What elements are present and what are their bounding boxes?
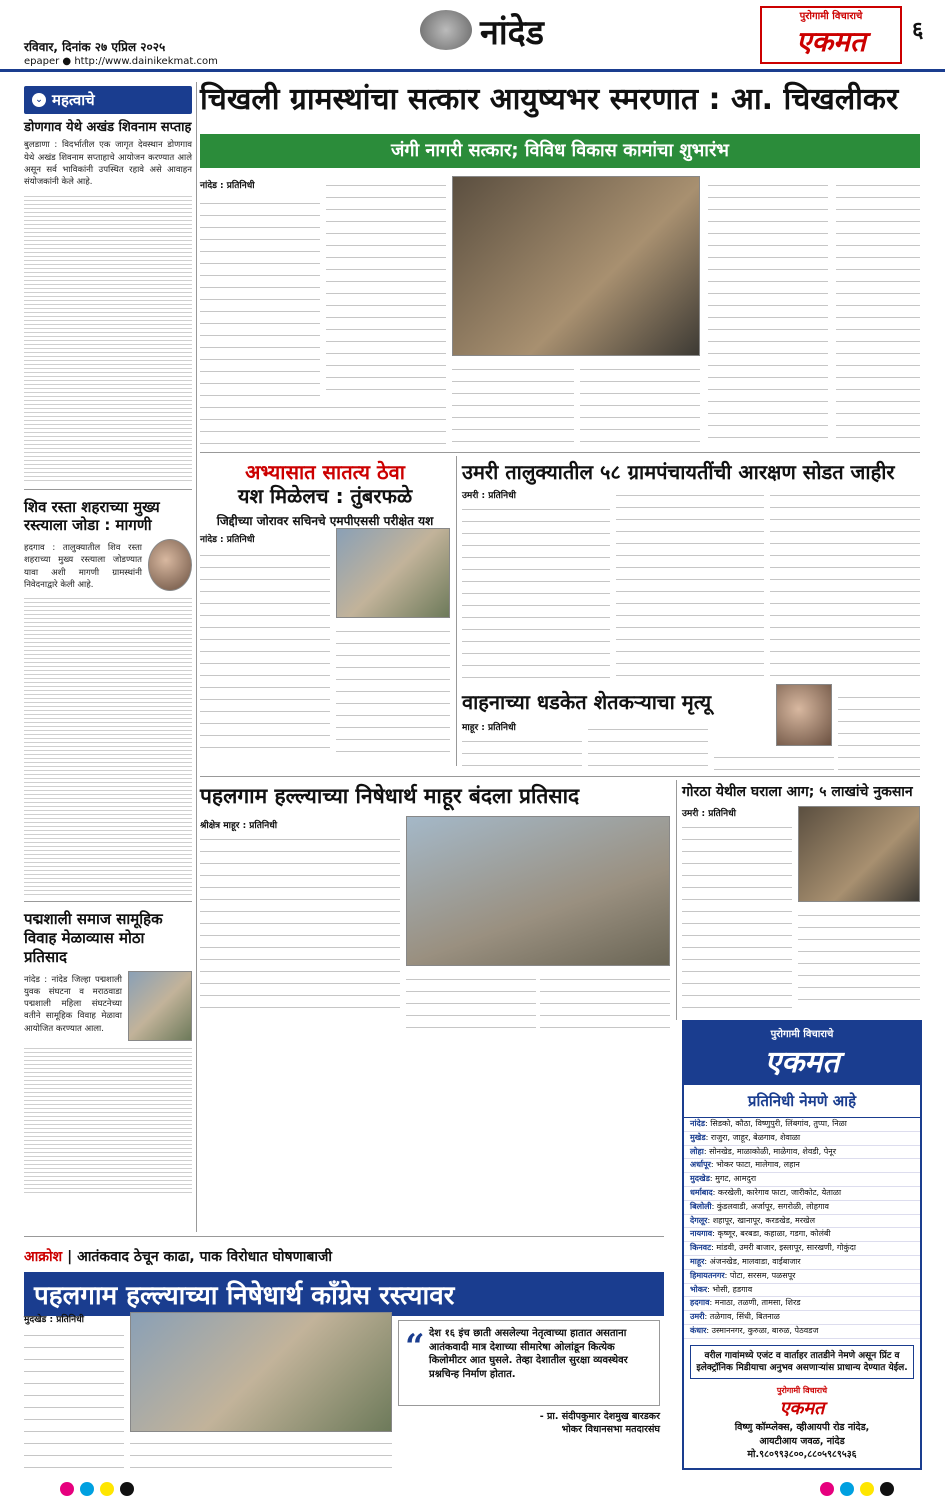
article-text-block bbox=[326, 178, 446, 396]
ad-row: हिमायतनगर: पोटा, सरसम, पळसपूर bbox=[684, 1270, 920, 1284]
byline: नांदेड : प्रतिनिधी bbox=[200, 535, 255, 545]
column-divider bbox=[676, 780, 677, 1020]
article-text-block bbox=[200, 196, 320, 396]
byline: श्रीक्षेत्र माहूर : प्रतिनिधी bbox=[200, 821, 278, 831]
umri-article-header bbox=[462, 460, 920, 484]
brand-name: एकमत bbox=[796, 25, 866, 58]
edition-city: नांदेड bbox=[480, 13, 544, 53]
ad-row-text: पोटा, सरसम, पळसपूर bbox=[729, 1270, 796, 1280]
victim-photo bbox=[776, 684, 832, 746]
left-news-column bbox=[24, 86, 192, 1226]
ad-row-label: उमरी bbox=[690, 1312, 705, 1322]
section-divider bbox=[200, 776, 920, 777]
website-link[interactable]: epaper ● http://www.dainikekmat.com bbox=[24, 56, 218, 67]
pull-quote bbox=[398, 1320, 660, 1406]
byline: मुदखेड : प्रतिनिधी bbox=[24, 1315, 84, 1325]
protest-photo bbox=[130, 1312, 392, 1432]
recruitment-ad bbox=[682, 1020, 922, 1470]
section-badge bbox=[24, 86, 192, 114]
ad-phone: मो.९८०९९३८००,८८०५९८९५३६ bbox=[747, 1449, 857, 1460]
ad-row: मुखेड: राजुरा, जाहूर, बेळगाव, शेवाळा bbox=[684, 1132, 920, 1146]
ad-row: हदगाव: मनाठा, तळणी, तामसा, शिरड bbox=[684, 1297, 920, 1311]
article-text-block bbox=[24, 1328, 124, 1470]
article-text-block bbox=[836, 178, 920, 448]
masthead bbox=[0, 0, 945, 72]
student-photo bbox=[336, 528, 450, 618]
congress-article-header bbox=[24, 1247, 664, 1316]
ad-row: धर्माबाद: करखेली, कारेगाव फाटा, जारीकोट, येताळा bbox=[684, 1187, 920, 1201]
registration-mark bbox=[100, 1482, 114, 1496]
ad-brand-header bbox=[684, 1022, 920, 1085]
ad-addr-brand: एकमत bbox=[779, 1398, 825, 1420]
lead-byline-block bbox=[200, 178, 320, 194]
article-text-block bbox=[406, 972, 536, 1030]
brief-text: नांदेड : नांदेड जिल्हा पद्मशाली युवक संघटना व मराठवाडा पद्मशाली महिला संघटनेच्या वतीने सामूहिक विवाह मेळावा आयोजित करण्यात आला. bbox=[24, 974, 122, 1034]
ad-row-label: मुदखेड bbox=[690, 1174, 710, 1184]
reporter-photo bbox=[148, 539, 192, 591]
ad-tagline: पुरोगामी विचाराचे bbox=[770, 1029, 834, 1040]
ad-footer-note: वरील गावांमध्ये एजंट व वार्ताहर तातडीने नेमणे असून प्रिंट व इलेक्ट्रॉनिक मिडीयाचा अनुभव असणाऱ्यांस प्राधान्य देण्यात येईल. bbox=[690, 1345, 914, 1379]
ad-row: किनवट: मांडवी, उमरी बाजार, इस्लापूर, सारखणी, गोकुंदा bbox=[684, 1242, 920, 1256]
lead-headline[interactable]: चिखली ग्रामस्थांचा सत्कार आयुष्यभर स्मरणात : आ. चिखलीकर bbox=[200, 82, 899, 117]
byline: नांदेड : प्रतिनिधी bbox=[200, 181, 255, 191]
section-divider bbox=[24, 1236, 664, 1237]
wedding-photo bbox=[128, 971, 192, 1041]
article-text-block bbox=[452, 362, 574, 448]
issue-date: रविवार, दिनांक २७ एप्रिल २०२५ bbox=[24, 40, 166, 54]
ad-row-label: कंधार bbox=[690, 1325, 707, 1335]
ad-row-label: नांदेड bbox=[690, 1119, 706, 1128]
article-text-block bbox=[708, 178, 828, 448]
kicker: आक्रोश | आतंकवाद ठेचून काढा, पाक विरोधात घोषणाबाजी bbox=[24, 1249, 333, 1265]
article-text-block bbox=[24, 595, 192, 895]
kicker-label: आक्रोश bbox=[24, 1249, 63, 1265]
article-text-block bbox=[130, 1436, 392, 1470]
ad-row: कंधार: उस्माननगर, कुरुळा, बारुळ, पेठवडज bbox=[684, 1325, 920, 1339]
congress-headline[interactable]: पहलगाम हल्ल्याच्या निषेधार्थ काँग्रेस रस्त्यावर bbox=[24, 1272, 664, 1316]
lead-subheadline: जंगी नागरी सत्कार; विविध विकास कामांचा शुभारंभ bbox=[200, 134, 920, 168]
brief-text: हदगाव : तालुक्यातील शिव रस्ता शहराच्या मुख्य रस्त्याला जोडण्यात यावा अशी मागणी ग्रामस्थांनी निवेदनाद्वारे केली आहे. bbox=[24, 543, 142, 590]
ad-row-label: अर्धापूर bbox=[690, 1160, 711, 1170]
ad-row-text: मुगट, आमदुरा bbox=[715, 1174, 757, 1184]
closed-market-photo bbox=[406, 816, 670, 966]
ad-addr-tagline: पुरोगामी विचाराचे bbox=[776, 1386, 828, 1396]
ad-address-line2: आयटीआय जवळ, नांदेड bbox=[759, 1435, 845, 1447]
ad-row: लोहा: सोनखेड, माळाकोळी, माळेगाव, शेवडी, पेनूर bbox=[684, 1146, 920, 1160]
ad-row-text: उस्माननगर, कुरुळा, बारुळ, पेठवडज bbox=[711, 1325, 819, 1335]
ad-row: मुदखेड: मुगट, आमदुरा bbox=[684, 1173, 920, 1187]
kicker-text: आतंकवाद ठेचून काढा, पाक विरोधात घोषणाबाजी bbox=[77, 1249, 333, 1265]
ad-row-label: देगलूर bbox=[690, 1215, 708, 1225]
ad-row-label: किनवट bbox=[690, 1243, 712, 1253]
ad-row-label: भोकर bbox=[690, 1284, 708, 1294]
ad-row: भोकर: भोसी, हडगाव bbox=[684, 1284, 920, 1298]
column-divider bbox=[196, 82, 197, 1232]
registration-mark bbox=[840, 1482, 854, 1496]
article-text-block bbox=[200, 832, 400, 1012]
fire-headline[interactable]: गोरठा येथील घराला आग; ५ लाखांचे नुकसान bbox=[682, 784, 913, 800]
exam-byline-block bbox=[200, 532, 330, 548]
article-text-block bbox=[24, 1045, 192, 1195]
ad-row-text: मनाठा, तळणी, तामसा, शिरड bbox=[714, 1298, 801, 1308]
ad-row-label: हिमायतनगर bbox=[690, 1270, 725, 1280]
ad-row-label: बिलोली bbox=[690, 1201, 712, 1211]
article-text-block bbox=[682, 820, 792, 1010]
chevron-down-icon: ⌄ bbox=[32, 93, 46, 107]
ad-row-text: सिडको, कौठा, विष्णुपुरी, लिंबगांव, तुप्पा, निळा bbox=[710, 1119, 847, 1128]
byline: उमरी : प्रतिनिधी bbox=[462, 491, 516, 501]
registration-mark bbox=[820, 1482, 834, 1496]
ad-brand: एकमत bbox=[764, 1045, 840, 1080]
registration-mark bbox=[120, 1482, 134, 1496]
registration-mark bbox=[60, 1482, 74, 1496]
exam-headline-line1[interactable]: अभ्यासात सातत्य ठेवा bbox=[245, 460, 405, 484]
column-divider bbox=[456, 456, 457, 766]
article-text-block bbox=[462, 734, 582, 770]
article-text-block bbox=[838, 690, 920, 770]
ad-row-text: करखेली, कारेगाव फाटा, जारीकोट, येताळा bbox=[717, 1187, 842, 1197]
quote-role: भोकर विधानसभा मतदारसंघ bbox=[561, 1424, 660, 1436]
byline: माहूर : प्रतिनिधी bbox=[462, 723, 516, 733]
brief-text: बुलडाणा : विदर्भातील एक जागृत देवस्थान डोणगाव येथे अखंड शिवनाम सप्ताहाचे आयोजन करण्यात आले असून सर्व भाविकांनी उपस्थित रहावे असे आवाहन संयोजकांनी केले आहे. bbox=[24, 140, 192, 188]
fire-damage-photo bbox=[798, 806, 920, 902]
ad-row: माहूर: अंजनखेड, मालवाडा, वाईबाजार bbox=[684, 1256, 920, 1270]
ad-address bbox=[684, 1385, 920, 1461]
article-text-block bbox=[798, 908, 920, 1010]
brief-headline[interactable]: शिव रस्ता शहराच्या मुख्य रस्त्याला जोडा : मागणी bbox=[24, 497, 160, 535]
congress-byline-block bbox=[24, 1312, 124, 1328]
article-text-block bbox=[714, 750, 834, 770]
article-text-block bbox=[588, 722, 708, 770]
ad-row-text: सोनखेड, माळाकोळी, माळेगाव, शेवडी, पेनूर bbox=[709, 1146, 836, 1156]
felicitation-photo bbox=[452, 176, 700, 356]
ad-address-line1: विष्णु कॉम्प्लेक्स, व्हीआयपी रोड नांदेड, bbox=[734, 1422, 870, 1434]
exam-headline-line2[interactable]: यश मिळेलच : तुंबरफळे bbox=[237, 484, 413, 508]
ad-row-text: तळेगाव, सिंधी, बितनाळ bbox=[709, 1312, 780, 1322]
ad-row: बिलोली: कुंडलवाडी, अर्जापूर, सगरोळी, लोहगाव bbox=[684, 1201, 920, 1215]
article-text-block bbox=[200, 400, 446, 448]
quote-author: - प्रा. संदीपकुमार देशमुख बारडकर bbox=[539, 1411, 660, 1422]
ad-row-text: भोकर फाटा, मालेगाव, लहान bbox=[716, 1160, 800, 1170]
quote-text: देश १६ इंच छाती असलेल्या नेतृत्वाच्या हातात असताना आतंकवादी मात्र देशाच्या सीमारेषा ओलांडून कित्येक किलोमीटर आत घुसले. तेव्हा देशातील सुरक्षा व्यवस्थेवर प्रश्नचिन्ह निर्माण होतात. bbox=[429, 1328, 628, 1380]
ad-row-text: कुंडलवाडी, अर्जापूर, सगरोळी, लोहगाव bbox=[716, 1201, 829, 1211]
brand-logo bbox=[760, 6, 902, 64]
registration-mark bbox=[80, 1482, 94, 1496]
article-text-block bbox=[462, 502, 610, 682]
byline: उमरी : प्रतिनिधी bbox=[682, 809, 736, 819]
ad-row: देगलूर: शहापूर, खानापूर, करडखेड, मरखेल bbox=[684, 1215, 920, 1229]
ad-row-label: लोहा bbox=[690, 1146, 704, 1156]
mahur-headline[interactable]: पहलगाम हल्ल्याच्या निषेधार्थ माहूर बंदला प्रतिसाद bbox=[200, 784, 580, 808]
umri-headline[interactable]: उमरी तालुक्यातील ५८ ग्रामपंचायतींची आरक्षण सोडत जाहीर bbox=[462, 460, 895, 484]
article-text-block bbox=[336, 624, 450, 758]
brief-headline[interactable]: डोणगाव येथे अखंड शिवनाम सप्ताह bbox=[24, 120, 192, 135]
article-text-block bbox=[580, 362, 700, 448]
quote-mark-icon: “ bbox=[405, 1327, 425, 1367]
ad-row-text: अंजनखेड, मालवाडा, वाईबाजार bbox=[709, 1256, 801, 1266]
ad-row-text: मांडवी, उमरी बाजार, इस्लापूर, सारखणी, गोकुंदा bbox=[716, 1243, 856, 1253]
article-text-block bbox=[540, 972, 670, 1030]
ad-row-text: कृष्णूर, बरबडा, कहाळा, गडगा, कोलंबी bbox=[717, 1229, 831, 1239]
fire-article-header bbox=[682, 784, 920, 801]
accident-article-header bbox=[462, 690, 762, 714]
registration-mark bbox=[880, 1482, 894, 1496]
ad-row: नांदेड: सिडको, कौठा, विष्णुपुरी, लिंबगांव, तुप्पा, निळा bbox=[684, 1118, 920, 1132]
ad-row-label: नायगाव bbox=[690, 1229, 713, 1239]
exam-article-header bbox=[200, 460, 450, 529]
ad-row: अर्धापूर: भोकर फाटा, मालेगाव, लहान bbox=[684, 1159, 920, 1173]
article-text-block bbox=[24, 193, 192, 483]
ad-row-text: भोसी, हडगाव bbox=[712, 1284, 753, 1294]
ad-row-label: हदगाव bbox=[690, 1298, 710, 1308]
mahur-article-header bbox=[200, 784, 670, 809]
ad-row: उमरी: तळेगाव, सिंधी, बितनाळ bbox=[684, 1311, 920, 1325]
exam-subheadline: जिद्दीच्या जोरावर सचिनचे एमपीएससी परीक्षेत यश bbox=[216, 514, 434, 528]
ad-rows bbox=[684, 1118, 920, 1339]
registration-mark bbox=[860, 1482, 874, 1496]
ad-row-label: धर्माबाद bbox=[690, 1187, 713, 1197]
brand-tagline: पुरोगामी विचाराचे bbox=[799, 11, 863, 22]
city-emblem-icon bbox=[420, 10, 472, 50]
quote-attribution bbox=[398, 1410, 660, 1437]
ad-row-text: राजुरा, जाहूर, बेळगाव, शेवाळा bbox=[710, 1132, 801, 1142]
page-number: ६ bbox=[912, 18, 924, 43]
brief-headline[interactable]: पद्मशाली समाज सामूहिक विवाह मेळाव्यास मोठा प्रतिसाद bbox=[24, 910, 163, 966]
ad-row-text: शहापूर, खानापूर, करडखेड, मरखेल bbox=[712, 1215, 816, 1225]
section-divider bbox=[200, 452, 920, 453]
ad-row-label: माहूर bbox=[690, 1256, 705, 1266]
article-text-block bbox=[770, 488, 920, 682]
article-text-block bbox=[200, 548, 330, 758]
accident-headline[interactable]: वाहनाच्या धडकेत शेतकऱ्याचा मृत्यू bbox=[462, 690, 712, 714]
ad-title: प्रतिनिधी नेमणे आहे bbox=[684, 1085, 920, 1118]
ad-row: नायगाव: कृष्णूर, बरबडा, कहाळा, गडगा, कोलंबी bbox=[684, 1228, 920, 1242]
ad-row-label: मुखेड bbox=[690, 1132, 706, 1142]
article-text-block bbox=[616, 488, 764, 682]
section-badge-label: महत्वाचे bbox=[52, 91, 95, 109]
